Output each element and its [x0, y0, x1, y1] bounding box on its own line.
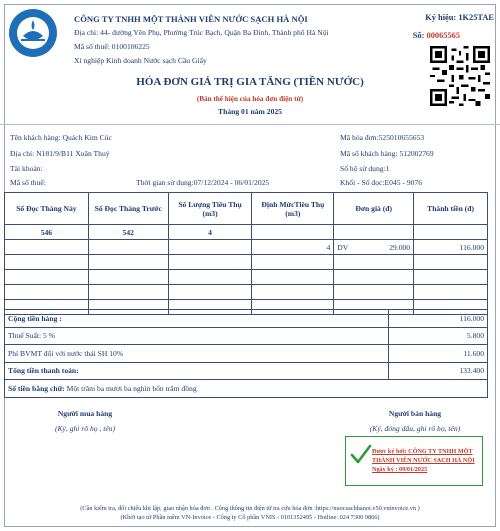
cell-consumption: 4	[168, 225, 252, 240]
customer-name: Tên khách hàng: Quách Kim Cúc	[10, 133, 112, 142]
fee-row	[5, 345, 488, 363]
stamp-sign-date: Ngày ký : 09/01/2025	[372, 466, 428, 473]
cell-unit-price	[334, 225, 414, 240]
company-logo-icon	[8, 8, 58, 58]
subtotal-value: 116.000	[388, 310, 488, 328]
footer-software-note: (Khởi tạo từ Phần mềm VN-Invoice - Công ty Cổ phần VNIS - 0101352495 - Hotline: 024 7300 9866)	[120, 514, 380, 521]
symbol-value: 1K25TAE	[458, 13, 494, 22]
cell-quota: 4	[252, 240, 334, 255]
table-row	[5, 270, 488, 285]
usage-period: Thời gian sử dụng:07/12/2024 - 06/01/2025	[136, 178, 270, 187]
fee-label: Phí BVMT đối với nước thải SH 10%	[5, 345, 389, 363]
table-row	[5, 225, 488, 240]
invoice-period: Tháng 01 năm 2025	[218, 107, 282, 116]
digital-signature-stamp	[345, 436, 483, 486]
buyer-title: Người mua hàng	[57, 409, 113, 418]
table-row	[5, 240, 488, 255]
cell-amount	[414, 225, 488, 240]
items-table	[4, 192, 488, 315]
customer-address: Địa chỉ: N181/9/B11 Xuân Thuỷ	[10, 149, 110, 158]
customer-code: Mã số khách hàng: 512002769	[340, 149, 434, 158]
households-count: Số hộ sử dụng:1	[340, 164, 390, 173]
company-tax-code: Mã số thuế: 0100106225	[74, 42, 150, 51]
cell-quota	[252, 225, 334, 240]
amount-words-row	[5, 380, 488, 398]
col-header-amount: Thành tiền (đ)	[414, 193, 488, 225]
cell-amount: 116.000	[414, 240, 488, 255]
cell-current-reading: 546	[5, 225, 89, 240]
col-header-quota: Định MứcTiêu Thụ (m3)	[252, 193, 334, 225]
header-divider	[0, 124, 500, 125]
seller-signature	[350, 409, 480, 433]
company-name: CÔNG TY TNHH MỘT THÀNH VIÊN NƯỚC SẠCH HÀ NỘI	[74, 14, 308, 24]
invoice-subtitle: (Bản thể hiện của hóa đơn điện tử)	[196, 95, 304, 103]
unit-label: DV	[337, 242, 349, 252]
company-branch: Xí nghiệp Kinh doanh Nước sạch Cầu Giấy	[74, 56, 207, 65]
col-header-current-reading: Số Đọc Tháng Này	[5, 193, 89, 225]
col-header-previous-reading: Số Đọc Tháng Trước	[88, 193, 168, 225]
customer-account: Tài khoản:	[10, 164, 43, 173]
buyer-signature	[20, 409, 150, 433]
unit-price-value: 29.000	[389, 242, 411, 252]
table-row	[5, 285, 488, 300]
stamp-signer-line1: Được ký bởi: CÔNG TY TNHH MỘT	[372, 448, 473, 455]
number-label: Số:	[412, 31, 425, 40]
subtotal-row	[5, 310, 488, 328]
vat-row	[5, 327, 488, 345]
total-label: Tổng tiền thanh toán:	[5, 362, 389, 380]
invoice-number	[413, 31, 460, 40]
buyer-subtitle: (Ký, ghi rõ họ , tên)	[54, 424, 116, 433]
checkmark-icon	[350, 443, 372, 465]
invoice-title: HÓA ĐƠN GIÁ TRỊ GIA TĂNG (TIỀN NƯỚC)	[136, 76, 364, 88]
number-value: 00065565	[426, 31, 460, 40]
total-value: 133.400	[388, 362, 488, 380]
col-header-consumption: Số Lượng Tiêu Thụ (m3)	[168, 193, 252, 225]
subtotal-label: Cộng tiền hàng :	[5, 310, 389, 328]
vat-label: Thuế Suất: 5 %	[5, 327, 389, 345]
table-row	[5, 255, 488, 270]
seller-title: Người bán hàng	[388, 409, 442, 418]
table-header-row	[5, 193, 488, 225]
fee-value: 11.600	[388, 345, 488, 363]
col-header-unit-price: Đơn giá (đ)	[334, 193, 414, 225]
amount-words-value: Một trăm ba mươi ba nghìn bốn trăm đồng	[66, 383, 197, 393]
cell-previous-reading: 542	[88, 225, 168, 240]
totals-table	[4, 309, 488, 398]
seller-subtitle: (Ký, đóng dấu, ghi rõ họ, tên)	[369, 424, 461, 433]
company-address: Địa chỉ: 44- đường Yên Phụ, Phường Trúc Bạch, Quận Ba Đình, Thành phố Hà Nội	[74, 28, 329, 37]
footer-lookup-note: (Cần kiểm tra, đối chiếu khi lập, giao nhận hóa đơn . Công thông tin điện tử tra cứu hóa đơn :https://nuocsachhanoi.v50.vninvoice.vn )	[80, 505, 420, 512]
invoice-code: Mã hóa đơn:525010655653	[340, 133, 425, 142]
symbol-label: Ký hiệu:	[425, 13, 457, 22]
customer-tax-code: Mã số thuế:	[10, 178, 46, 187]
invoice-symbol	[425, 13, 494, 22]
vat-value: 5.800	[388, 327, 488, 345]
block-reading: Khối - Số đọc:E045 - 9076	[340, 178, 423, 187]
stamp-signer-line2: THÀNH VIÊN NƯỚC SẠCH HÀ NỘI	[372, 457, 475, 464]
total-row	[5, 362, 488, 380]
amount-words-label: Số tiền bằng chữ:	[8, 383, 65, 393]
cell-unit-price	[334, 240, 414, 255]
